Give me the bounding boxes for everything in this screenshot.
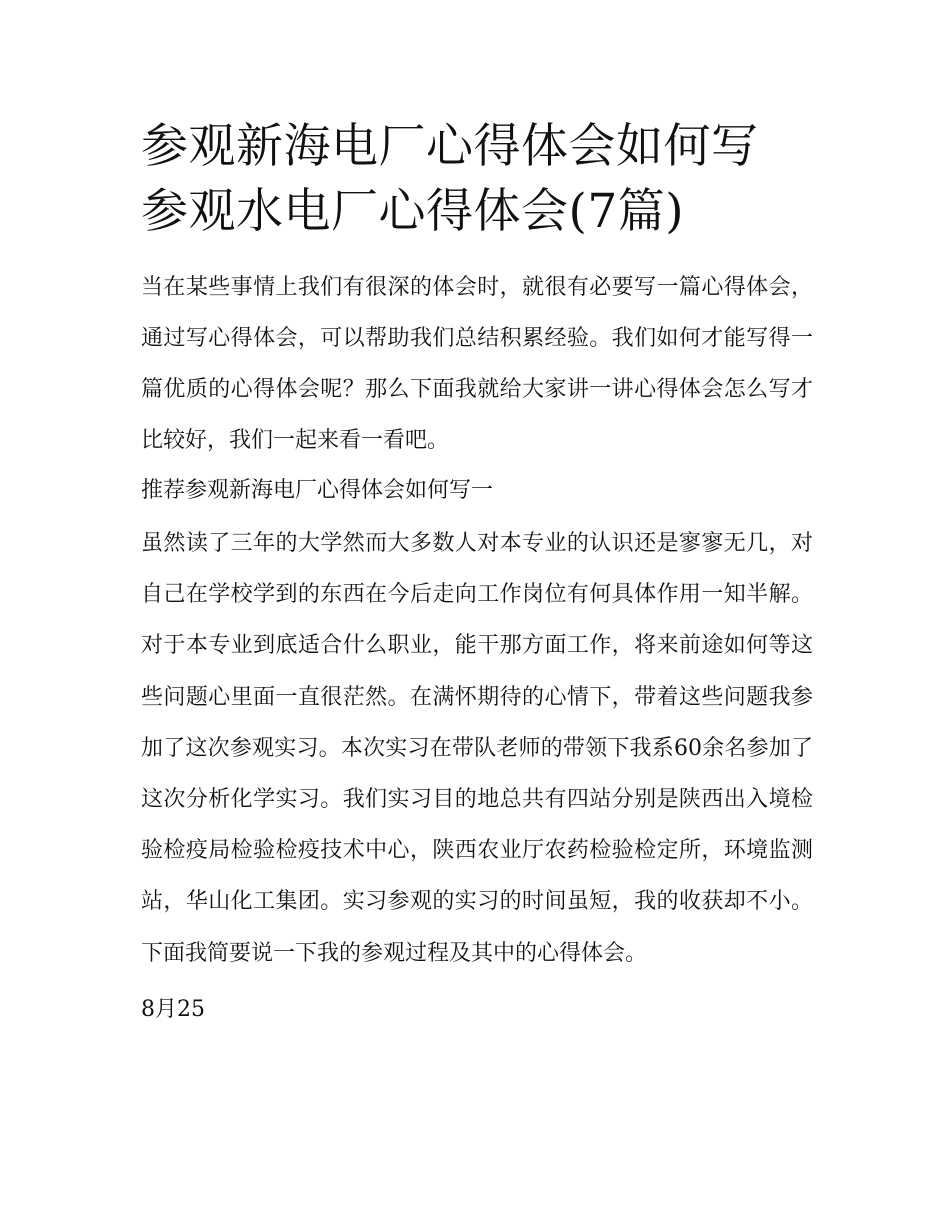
title-line-2: 参观水电厂心得体会(7篇) — [141, 184, 685, 239]
title-line-1: 参观新海电厂心得体会如何写 — [141, 119, 759, 174]
document-page — [141, 0, 813, 1035]
body-paragraph: 虽然读了三年的大学然而大多数人对本专业的认识还是寥寥无几，对自己在学校学到的东西在今后走向工作岗位有何具体作用一知半解。对于本专业到底适合什么职业，能干那方面工作，将来前途如何等这些问题心里面一直很茫然。在满怀期待的心情下，带着这些问题我参加了这次参观实习。本次实习在带队老师的带领下我系60余名参加了这次分析化学实习。我们实习目的地总共有四站分别是陕西出入境检验检疫局检验检疫技术中心，陕西农业厅农药检验检定所，环境监测站，华山化工集团。实习参观的实习的时间虽短，我的收获却不小。下面我简要说一下我的参观过程及其中的心得体会。 — [141, 531, 813, 966]
section-heading: 推荐参观新海电厂心得体会如何写一 — [141, 478, 494, 503]
document-title — [141, 0, 813, 244]
date-line: 8月25 — [141, 996, 205, 1022]
intro-paragraph: 当在某些事情上我们有很深的体会时，就很有必要写一篇心得体会，通过写心得体会，可以帮助我们总结积累经验。我们如何才能写得一篇优质的心得体会呢？那么下面我就给大家讲一讲心得体会怎么写才比较好，我们一起来看一看吧。 — [141, 275, 813, 453]
